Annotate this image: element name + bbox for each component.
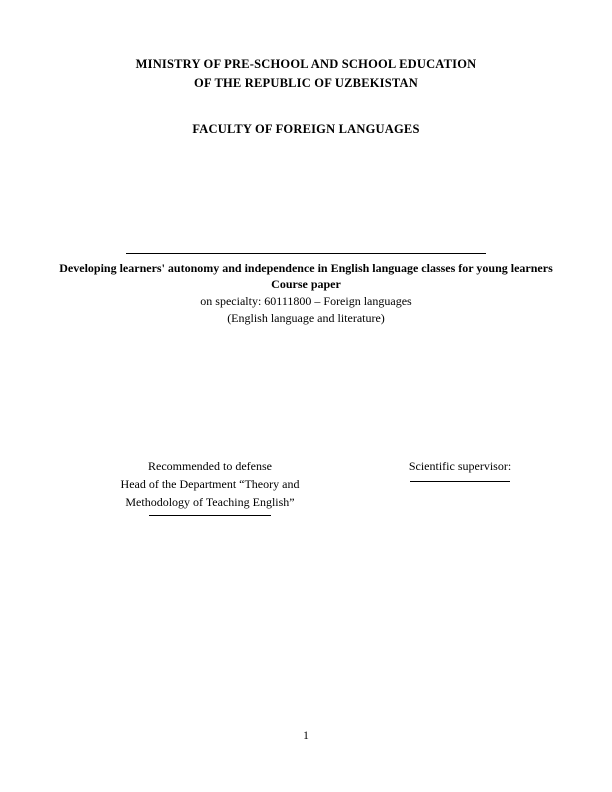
faculty-name: FACULTY OF FOREIGN LANGUAGES <box>192 122 420 136</box>
ministry-header <box>0 55 612 93</box>
department-head-line-2: Methodology of Teaching English” <box>125 495 295 509</box>
specialty-line: on specialty: 60111800 – Foreign languages <box>200 294 412 308</box>
signature-left <box>80 457 340 516</box>
recommended-to-defense-label: Recommended to defense <box>148 459 272 473</box>
title-section <box>0 253 612 327</box>
title-divider <box>126 253 486 254</box>
paper-title: Developing learners' autonomy and independence in English language classes for young learners <box>59 261 553 275</box>
scientific-supervisor-label: Scientific supervisor: <box>408 459 512 473</box>
paper-type: Course paper <box>271 277 341 291</box>
signature-right <box>360 457 560 482</box>
specialty-sub-line: (English language and literature) <box>227 311 385 325</box>
page-number: 1 <box>303 730 309 742</box>
department-head-line-1: Head of the Department “Theory and <box>120 477 300 491</box>
faculty-header <box>0 120 612 139</box>
signature-line-left <box>149 515 271 516</box>
ministry-line-1: MINISTRY OF PRE-SCHOOL AND SCHOOL EDUCATION <box>135 57 477 71</box>
ministry-line-2: OF THE REPUBLIC OF UZBEKISTAN <box>194 76 418 90</box>
signature-line-right <box>410 481 510 482</box>
signature-section <box>0 457 612 547</box>
